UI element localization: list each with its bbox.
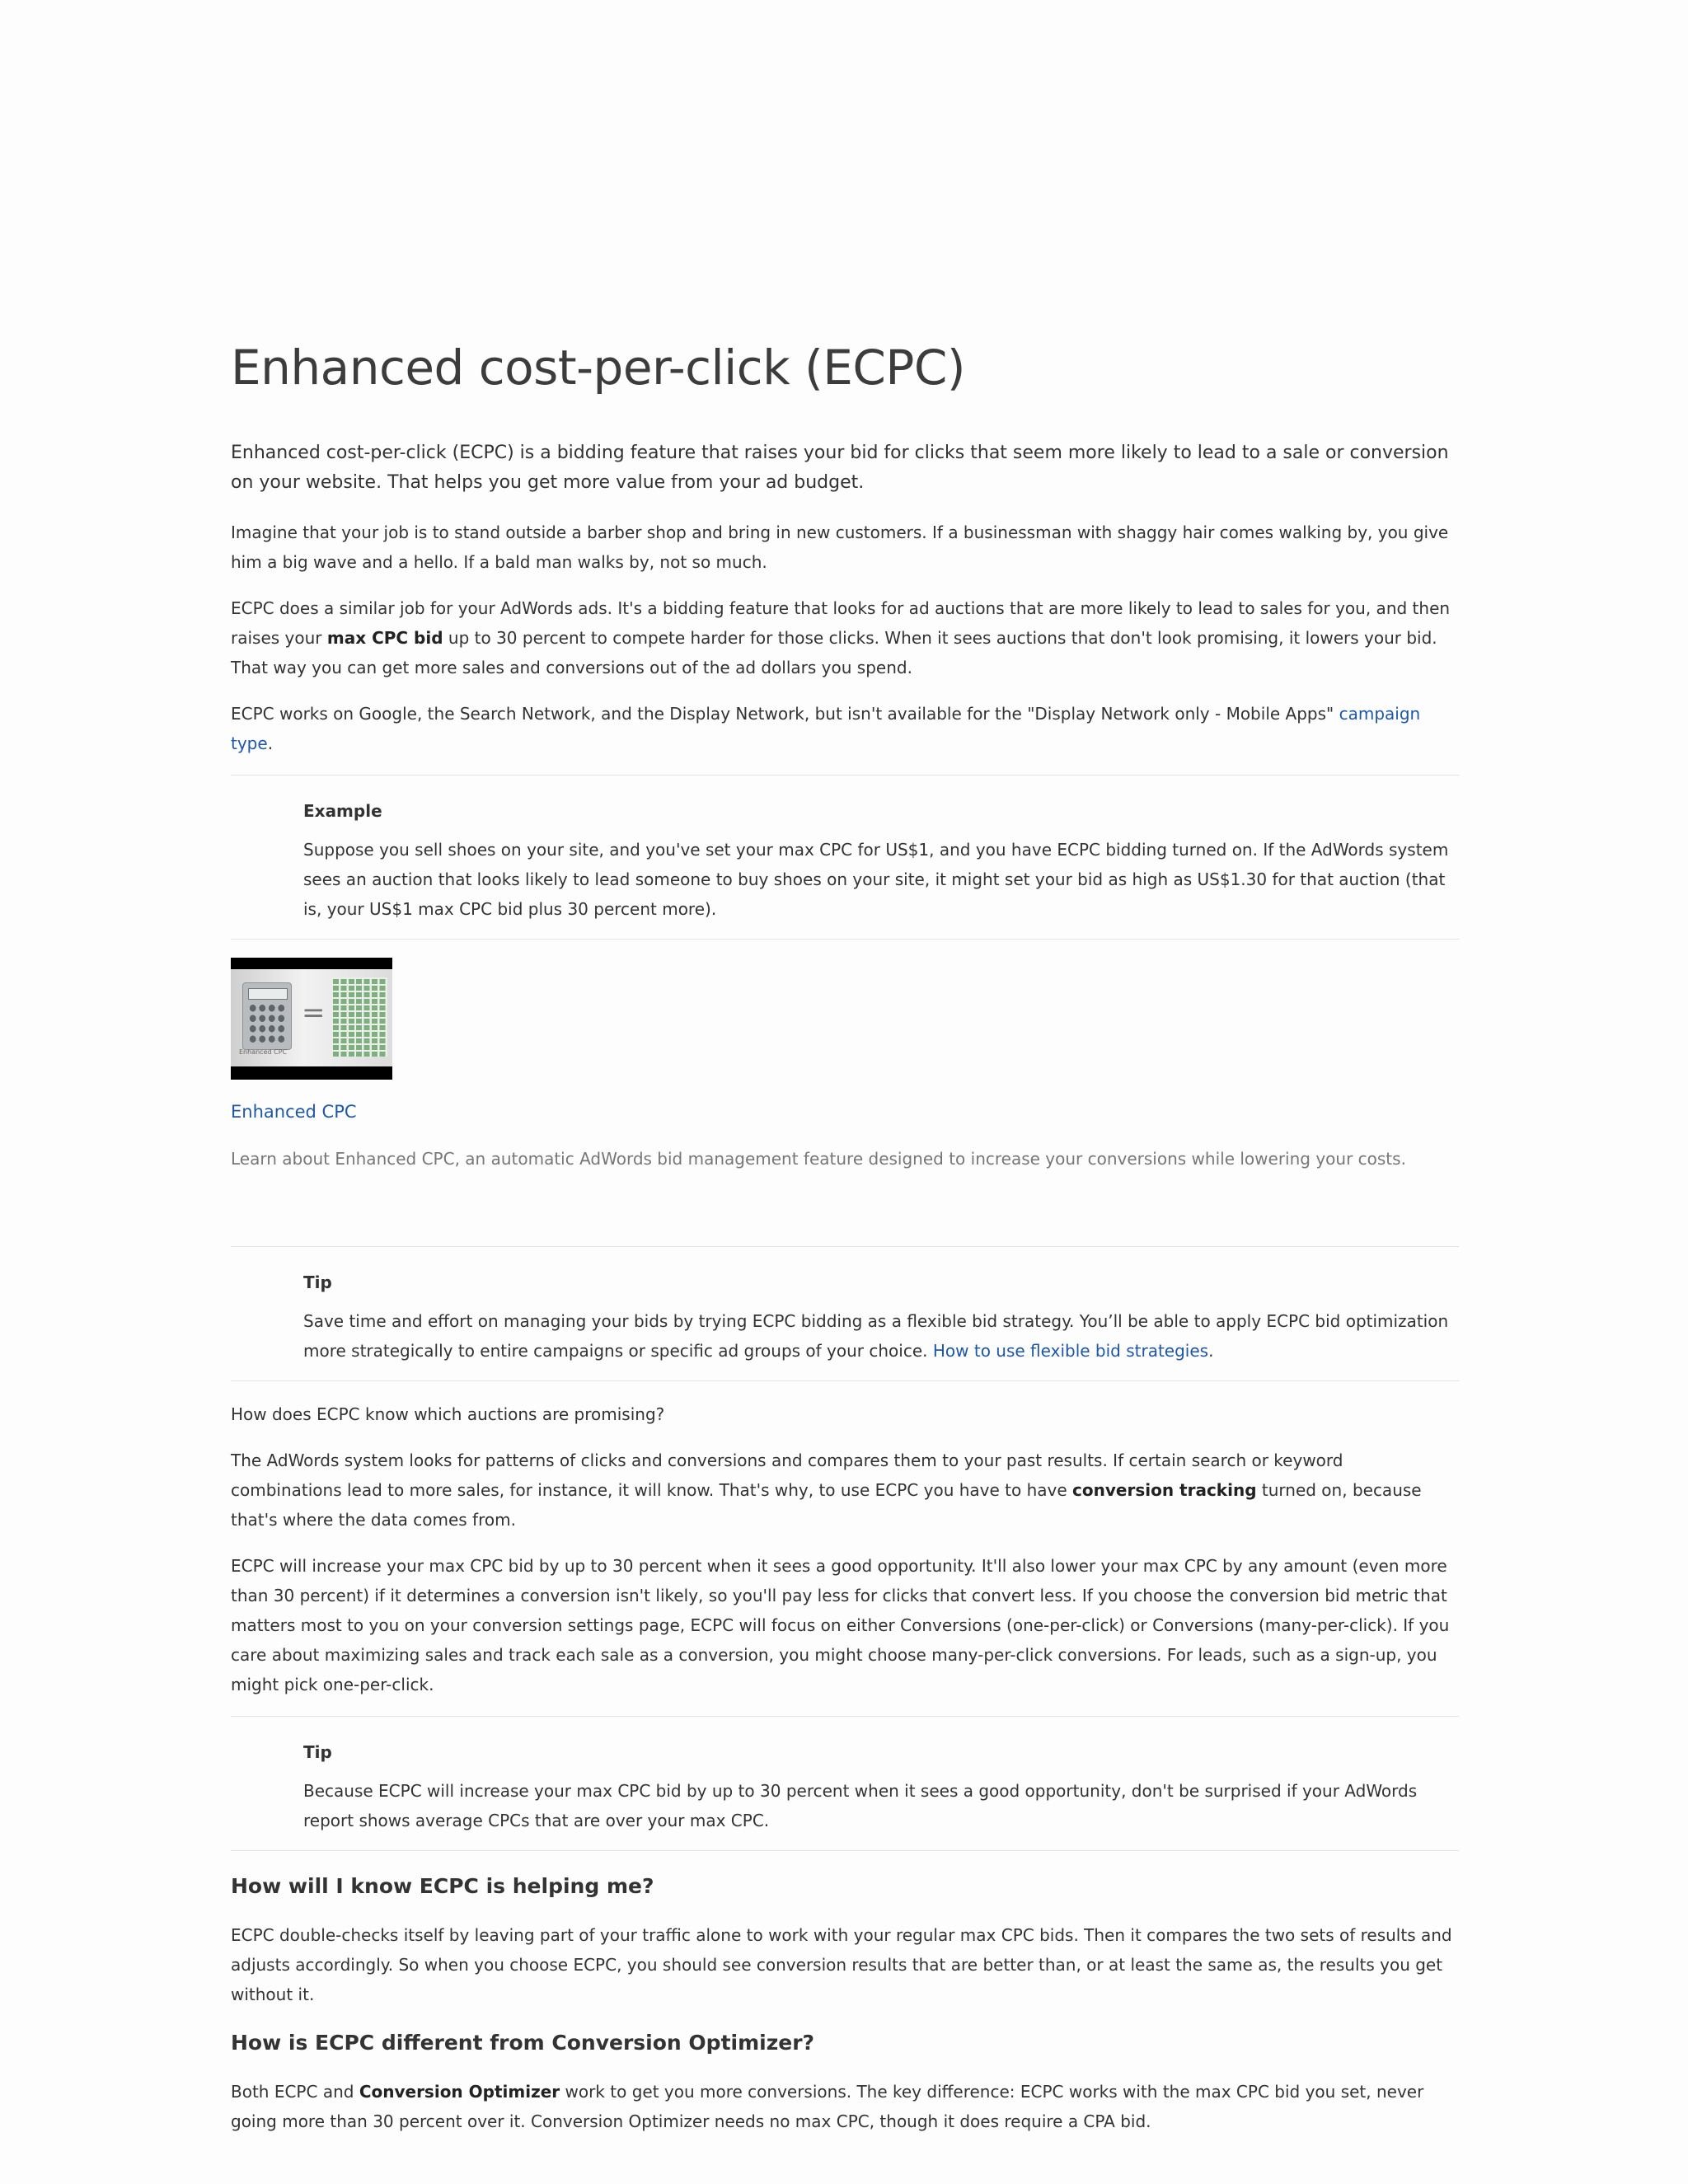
tip-text <box>303 1306 1459 1366</box>
tip-callout-1 <box>231 1246 1459 1381</box>
text-span: up to 30 percent to compete harder for those clicks. When it sees auctions that don't look promising, it lowers your bid. That way you can get more sales and conversions out of the ad dollars you spend. <box>231 628 1437 677</box>
patterns-paragraph <box>231 1446 1459 1535</box>
increase-paragraph: ECPC will increase your max CPC bid by up to 30 percent when it sees a good opportunity. It'll also lower your max CPC by any amount (even more than 30 percent) if it determines a conversion isn't likely, so you'll pay less for clicks that convert less. If you choose the conversion bid metric that matters most to you on your conversion settings page, ECPC will focus on either Conversions (one-per-click) or Conversions (many-per-click). If you care about maximizing sales and track each sale as a conversion, you might choose many-per-click conversions. For leads, such as a sign-up, you might pick one-per-click. <box>231 1556 1450 1694</box>
calculator-keys <box>248 1003 286 1044</box>
text-span: Save time and effort on managing your bids by trying ECPC bidding as a flexible bid strategy. You’ll be able to apply ECPC bid optimization more strategically to entire campaigns or specific ad groups of your choice. <box>303 1311 1449 1361</box>
thumbnail-image <box>231 969 392 1066</box>
grid-icon <box>333 977 387 1057</box>
barber-paragraph: Imagine that your job is to stand outside a barber shop and bring in new customers. If a businessman with shaggy hair comes walking by, you give him a big wave and a hello. If a bald man walks by, not so much. <box>231 523 1449 572</box>
intro-paragraph: Enhanced cost-per-click (ECPC) is a bidding feature that raises your bid for clicks that seem more likely to lead to a sale or conversion on your website. That helps you get more value from your ad budget. <box>231 443 1449 493</box>
text-span: . <box>267 733 274 753</box>
text-span: . <box>1208 1341 1214 1361</box>
text-span: ECPC works on Google, the Search Network, and the Display Network, but isn't available for the "Display Network only - Mobile Apps" <box>231 704 1339 724</box>
text-span: ECPC does a similar job for your AdWords ads. It's a bidding feature that looks for ad auctions that are more likely to lead to sales for you, and then raises your <box>231 598 1451 648</box>
tip-title: Tip <box>303 1272 332 1292</box>
video-description: Learn about Enhanced CPC, an automatic AdWords bid management feature designed to increase your conversions while lowering your costs. <box>231 1149 1406 1169</box>
video-title-link[interactable] <box>231 1098 1459 1126</box>
text-span: The AdWords system looks for patterns of clicks and conversions and compares them to your past results. If certain search or keyword combinations lead to more sales, for instance, it will know. That's why, to use ECPC you have to have <box>231 1451 1343 1500</box>
conversion-tracking-bold: conversion tracking <box>1072 1480 1257 1500</box>
heading-helping: How will I know ECPC is helping me? <box>231 1874 654 1898</box>
text-span: turned on, because that's where the data comes from. <box>231 1480 1422 1530</box>
helping-paragraph: ECPC double-checks itself by leaving part of your traffic alone to work with your regular max CPC bids. Then it compares the two sets of results and adjusts accordingly. So when you choose ECPC, you should see conversion results that are better than, or at least the same as, the results you get without it. <box>231 1925 1452 2004</box>
article <box>231 338 1459 2153</box>
different-paragraph <box>231 2077 1459 2136</box>
text-span: work to get you more conversions. The key difference: ECPC works with the max CPC bid you set, never going more than 30 percent over it. Conversion Optimizer needs no max CPC, though it does require a CPA bid. <box>231 2082 1424 2131</box>
example-title: Example <box>303 801 382 821</box>
example-callout <box>231 775 1459 940</box>
networks-paragraph <box>231 699 1459 758</box>
heading-different: How is ECPC different from Conversion Optimizer? <box>231 2031 815 2055</box>
grid-lines <box>333 977 387 1057</box>
tip-text: Because ECPC will increase your max CPC bid by up to 30 percent when it sees a good opportunity, don't be surprised if your AdWords report shows average CPCs that are over your max CPC. <box>303 1781 1418 1830</box>
tip-callout-2 <box>231 1716 1459 1851</box>
max-cpc-bid-bold: max CPC bid <box>326 628 443 648</box>
conversion-optimizer-bold: Conversion Optimizer <box>359 2082 560 2102</box>
video-thumbnail[interactable] <box>231 958 392 1080</box>
example-text: Suppose you sell shoes on your site, and you've set your max CPC for US$1, and you have ECPC bidding turned on. If the AdWords system sees an auction that looks likely to lead someone to buy shoes on your site, it might set your bid as high as US$1.30 for that auction (that is, your US$1 max CPC bid plus 30 percent more). <box>303 840 1449 919</box>
similar-paragraph <box>231 593 1459 682</box>
video-block <box>231 958 1459 1174</box>
calculator-screen <box>248 988 288 1000</box>
equals-icon: = <box>302 996 326 1029</box>
thumbnail-caption: Enhanced CPC <box>239 1048 288 1056</box>
video-link-text[interactable]: Enhanced CPC <box>231 1102 357 1122</box>
flexible-bid-strategies-link[interactable]: How to use flexible bid strategies <box>932 1341 1209 1361</box>
tip-title: Tip <box>303 1742 332 1762</box>
spacer <box>231 1190 1459 1246</box>
campaign-type-link[interactable]: campaign type <box>231 704 1421 753</box>
text-span: Both ECPC and <box>231 2082 359 2102</box>
page-title: Enhanced cost-per-click (ECPC) <box>231 340 966 396</box>
calculator-icon <box>242 982 292 1050</box>
question-text: How does ECPC know which auctions are promising? <box>231 1404 665 1424</box>
